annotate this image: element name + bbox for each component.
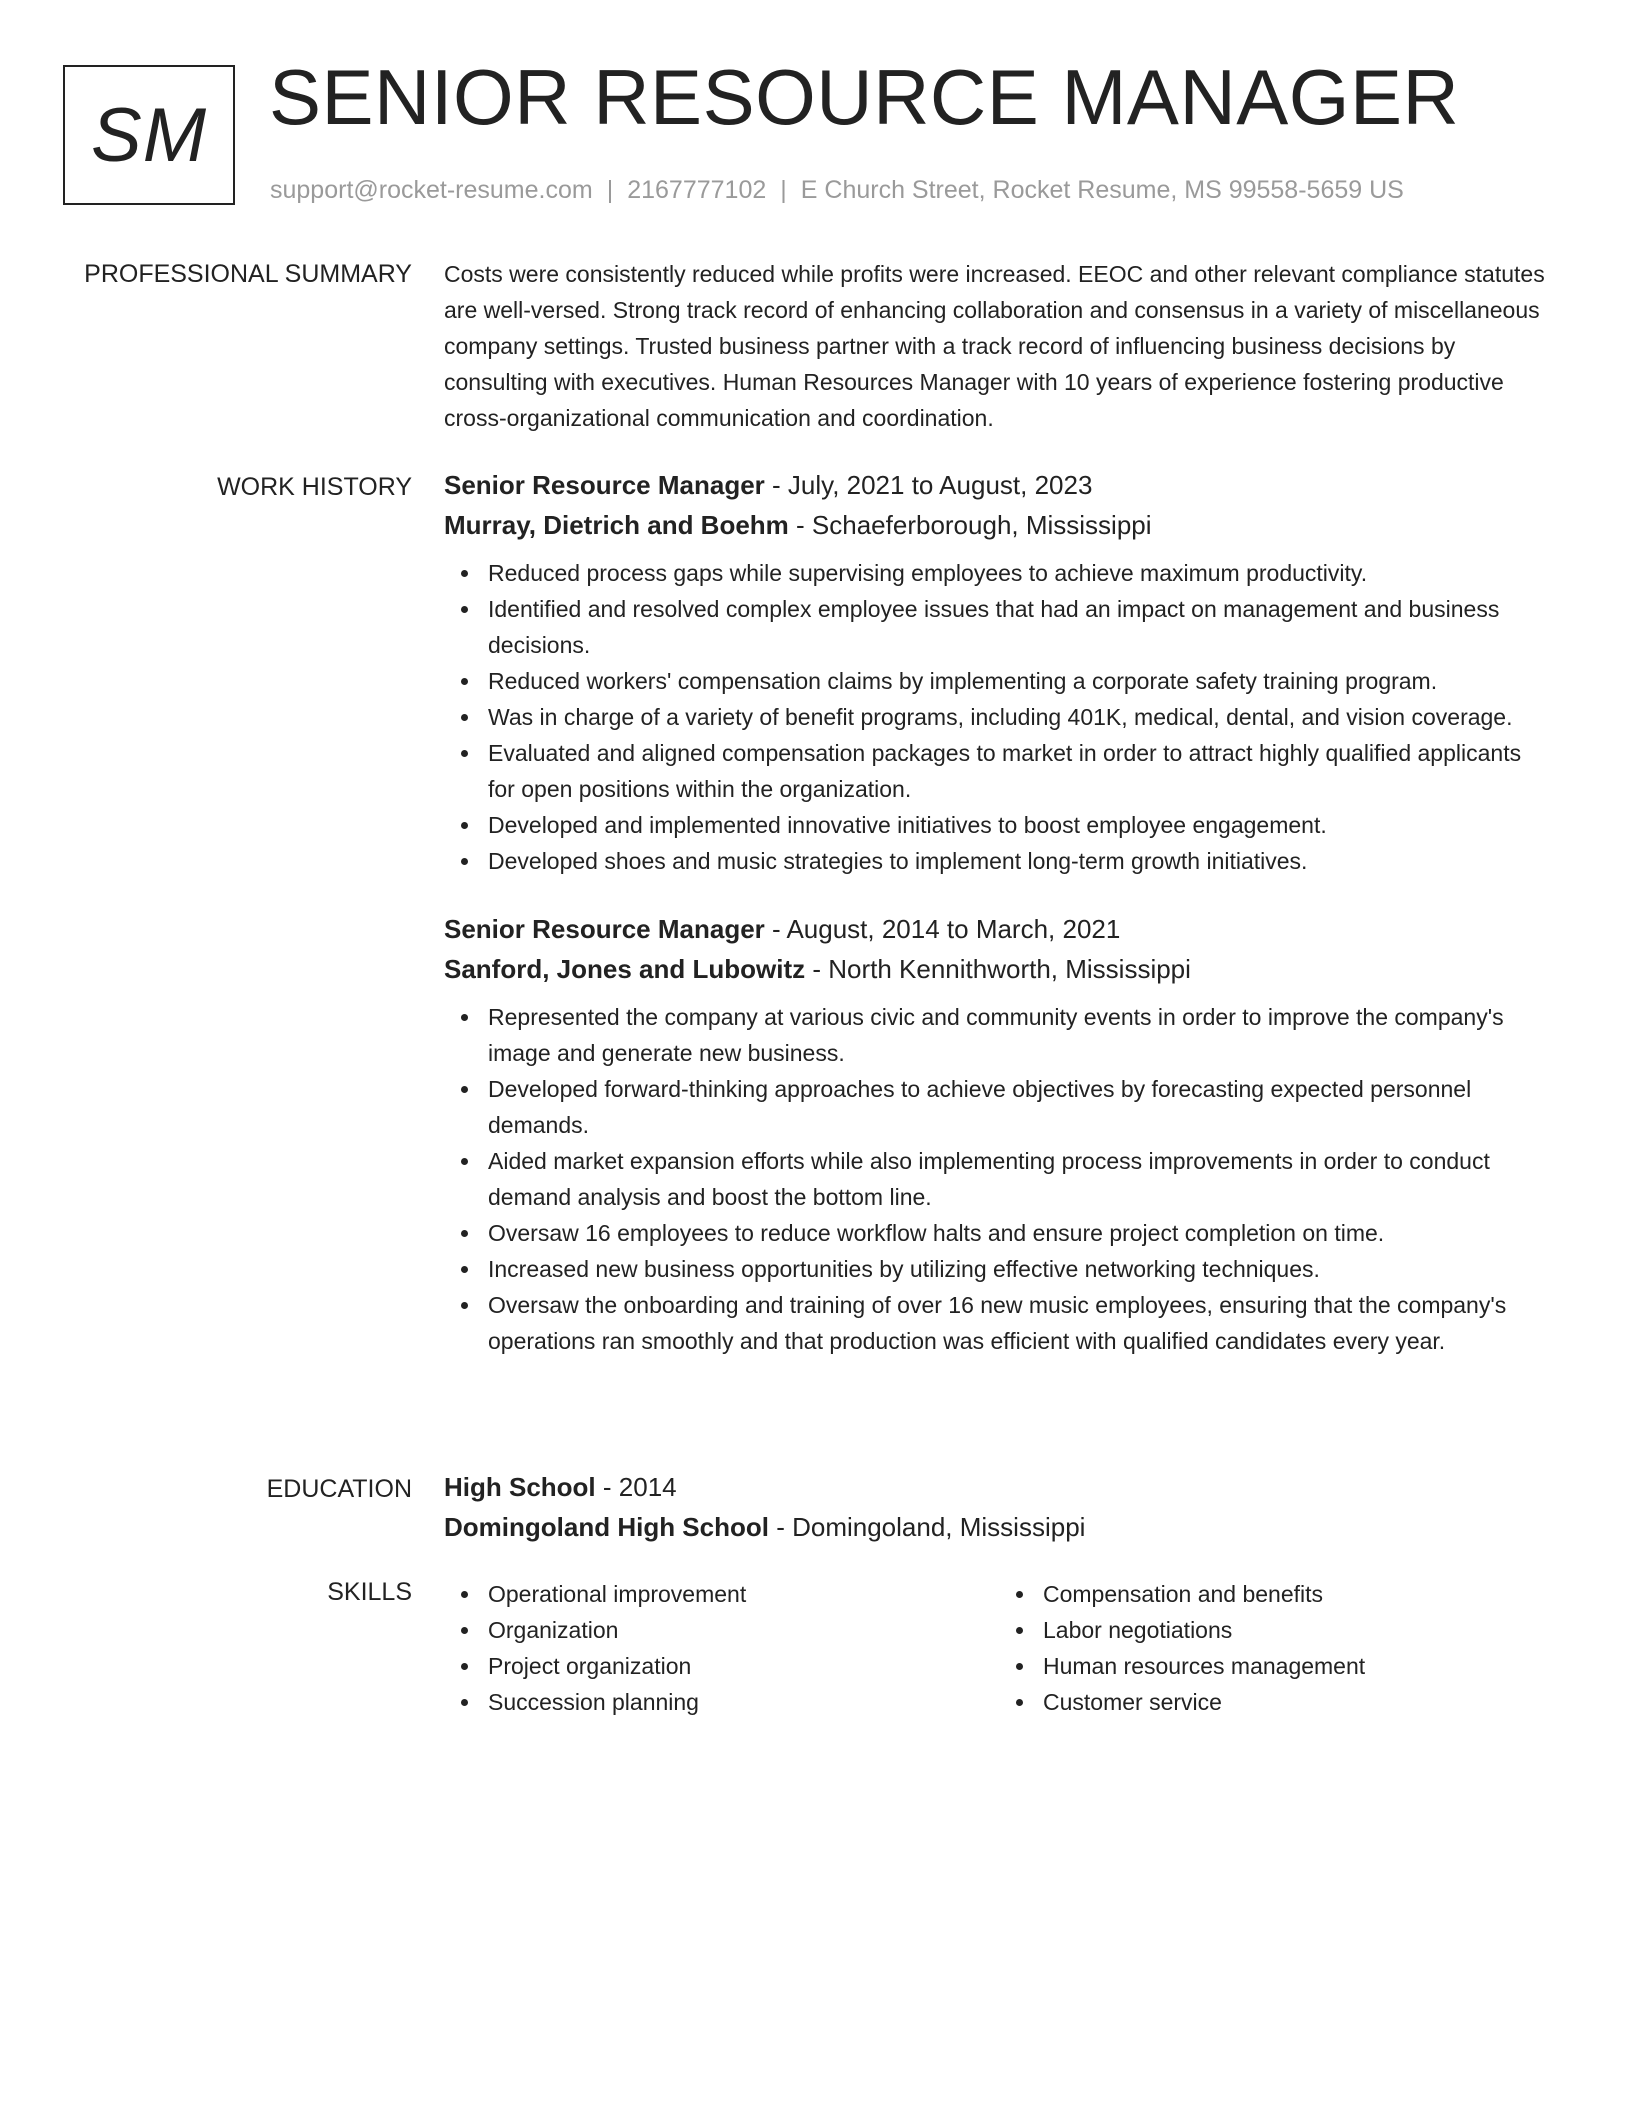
skills-list-right (999, 1576, 1554, 1720)
job-bullets (444, 999, 1554, 1359)
job-entry (444, 909, 1554, 1359)
job-bullet: Aided market expansion efforts while also implementing process improvements in order to conduct demand analysis and boost the bottom line. (488, 1143, 1554, 1215)
job-entry (444, 465, 1554, 879)
job-dates: - July, 2021 to August, 2023 (764, 470, 1093, 500)
job-company: Murray, Dietrich and Boehm (444, 510, 789, 540)
job-bullet: Oversaw the onboarding and training of over 16 new music employees, ensuring that the company's operations ran smoothly and that production was efficient with qualified candidates every year. (488, 1287, 1554, 1359)
education-degree: High School (444, 1472, 596, 1502)
job-bullet: Developed forward-thinking approaches to achieve objectives by forecasting expected personnel demands. (488, 1071, 1554, 1143)
contact-line (270, 176, 1404, 205)
skill-item: Succession planning (488, 1684, 999, 1720)
skill-item: Operational improvement (488, 1576, 999, 1612)
education-school: Domingoland High School (444, 1512, 769, 1542)
job-bullet: Increased new business opportunities by utilizing effective networking techniques. (488, 1251, 1554, 1287)
job-location: - Schaeferborough, Mississippi (788, 510, 1152, 540)
job-title-line (444, 909, 1554, 949)
skills-body (444, 1576, 1554, 1720)
contact-separator: | (606, 176, 614, 204)
summary-text: Costs were consistently reduced while profits were increased. EEOC and other relevant compliance statutes are well-versed. Strong track record of enhancing collaboration and consensus in a variety of miscellaneous company settings. Trusted business partner with a track record of influencing business decisions by consulting with executives. Human Resources Manager with 10 years of experience fostering productive cross-organizational communication and coordination. (444, 261, 1545, 431)
job-bullet: Identified and resolved complex employee issues that had an impact on management and business decisions. (488, 591, 1554, 663)
job-position: Senior Resource Manager (444, 470, 765, 500)
skill-item: Project organization (488, 1648, 999, 1684)
skill-item: Labor negotiations (1043, 1612, 1554, 1648)
skill-item: Customer service (1043, 1684, 1554, 1720)
job-dates: - August, 2014 to March, 2021 (764, 914, 1121, 944)
contact-email[interactable]: support@rocket-resume.com (270, 176, 593, 204)
monogram-box (63, 65, 235, 205)
education-school-line (444, 1507, 1554, 1547)
monogram-initials: SM (91, 92, 207, 178)
contact-address: E Church Street, Rocket Resume, MS 99558-5659 US (800, 176, 1404, 204)
job-bullet: Developed and implemented innovative initiatives to boost employee engagement. (488, 807, 1554, 843)
job-company-line (444, 505, 1554, 545)
contact-separator: | (780, 176, 787, 204)
job-bullet: Evaluated and aligned compensation packages to market in order to attract highly qualified applicants for open positions within the organization. (488, 735, 1554, 807)
skills-title: SKILLS (327, 1578, 412, 1606)
education-year: - 2014 (595, 1472, 677, 1502)
education-body (444, 1467, 1554, 1547)
contact-phone[interactable]: 2167777102 (627, 176, 767, 204)
resume-name: SENIOR RESOURCE MANAGER (269, 53, 1460, 141)
job-company-line (444, 949, 1554, 989)
job-position: Senior Resource Manager (444, 914, 765, 944)
education-location: - Domingoland, Mississippi (768, 1512, 1086, 1542)
summary-title: PROFESSIONAL SUMMARY (84, 260, 412, 288)
job-bullet: Reduced process gaps while supervising employees to achieve maximum productivity. (488, 555, 1554, 591)
job-bullet: Developed shoes and music strategies to implement long-term growth initiatives. (488, 843, 1554, 879)
job-bullets (444, 555, 1554, 879)
work-history-title: WORK HISTORY (217, 473, 412, 501)
job-bullet: Represented the company at various civic and community events in order to improve the company's image and generate new business. (488, 999, 1554, 1071)
job-title-line (444, 465, 1554, 505)
education-title: EDUCATION (266, 1475, 412, 1503)
job-bullet: Reduced workers' compensation claims by implementing a corporate safety training program. (488, 663, 1554, 699)
skill-item: Human resources management (1043, 1648, 1554, 1684)
skill-item: Compensation and benefits (1043, 1576, 1554, 1612)
education-degree-line (444, 1467, 1554, 1507)
job-bullet: Oversaw 16 employees to reduce workflow halts and ensure project completion on time. (488, 1215, 1554, 1251)
job-location: - North Kennithworth, Mississippi (805, 954, 1191, 984)
work-history-body (444, 465, 1554, 1359)
skills-list-left (444, 1576, 999, 1720)
job-bullet: Was in charge of a variety of benefit programs, including 401K, medical, dental, and vision coverage. (488, 699, 1554, 735)
skill-item: Organization (488, 1612, 999, 1648)
summary-body (444, 256, 1554, 436)
job-company: Sanford, Jones and Lubowitz (444, 954, 806, 984)
